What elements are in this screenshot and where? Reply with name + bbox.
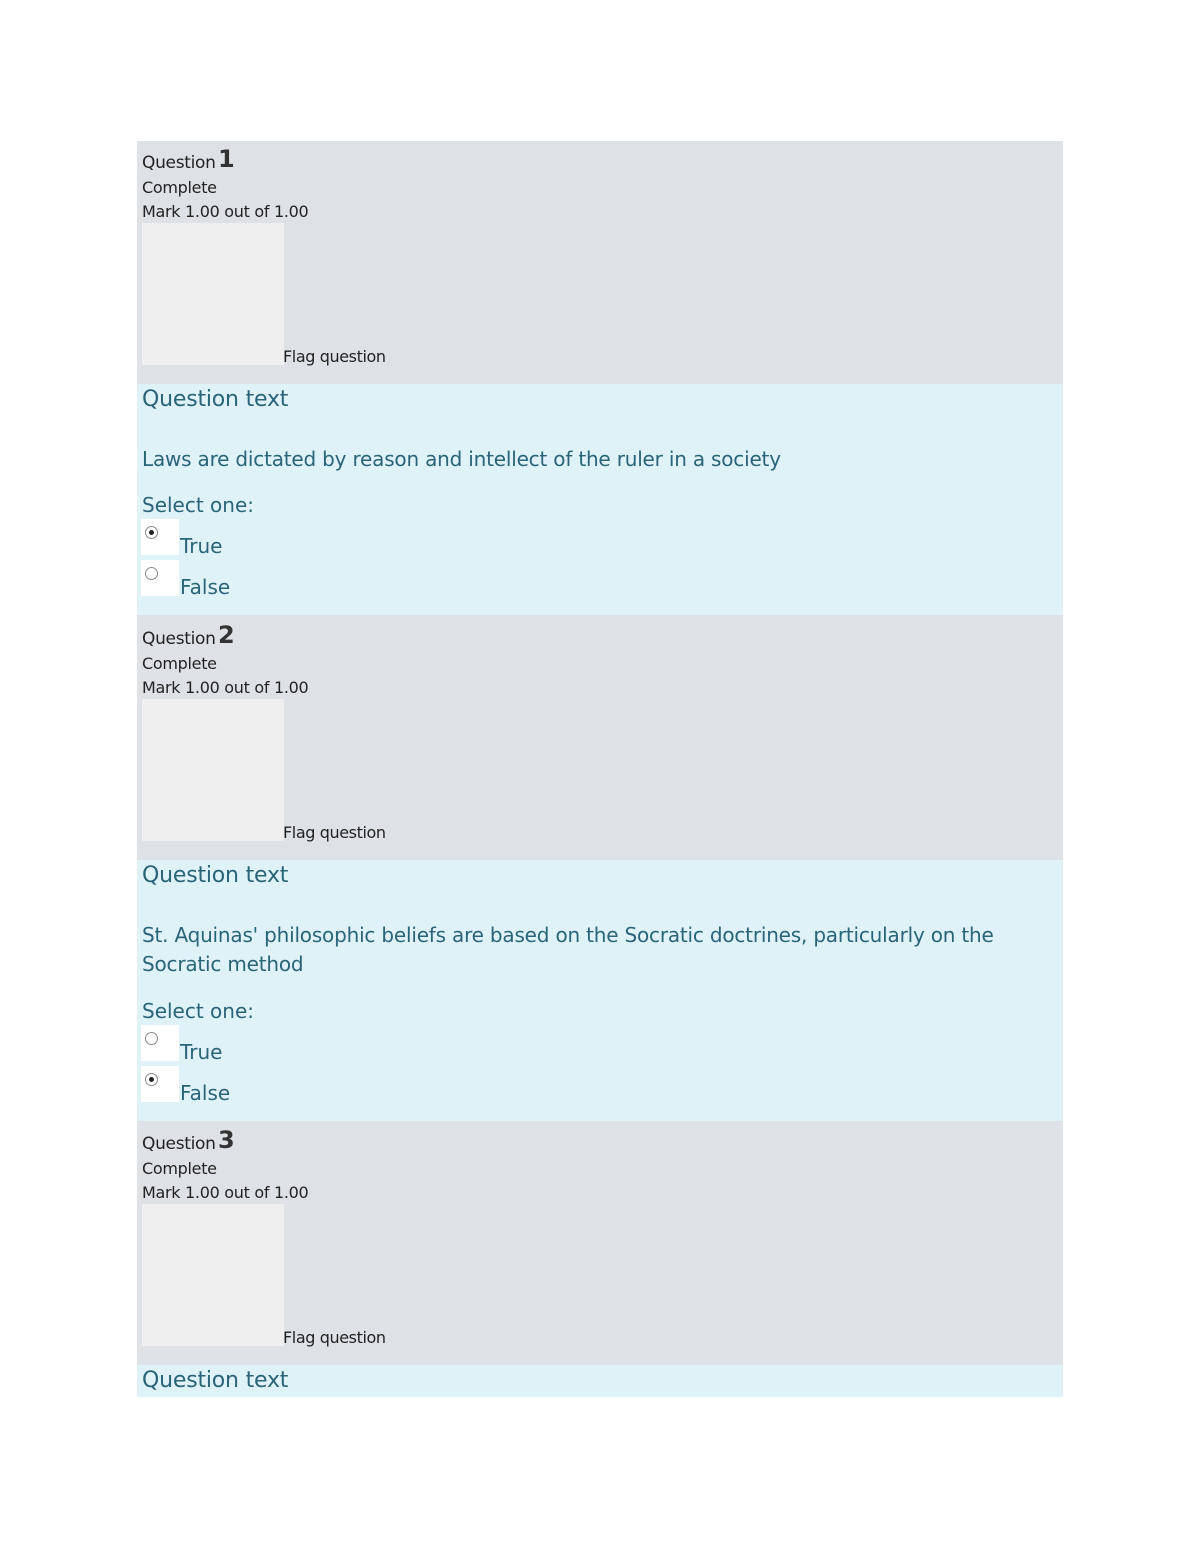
option-false-label[interactable]: False <box>180 1081 231 1105</box>
flag-question-link[interactable]: Flag question <box>283 347 386 366</box>
option-true-label[interactable]: True <box>180 534 223 558</box>
question-text-heading: Question text <box>142 1368 289 1393</box>
question-3-info <box>137 1121 1063 1365</box>
question-text-heading: Question text <box>142 387 289 412</box>
question-state: Complete <box>142 1159 217 1178</box>
radio-false[interactable] <box>145 567 158 580</box>
question-number: 1 <box>218 145 235 173</box>
question-3-content <box>137 1365 1063 1397</box>
question-label: Question <box>142 629 216 649</box>
question-grade: Mark 1.00 out of 1.00 <box>142 678 309 697</box>
question-number: 2 <box>218 621 235 649</box>
question-2-content <box>137 860 1063 1121</box>
question-2-info <box>137 615 1063 860</box>
question-text-heading: Question text <box>142 863 289 888</box>
question-grade: Mark 1.00 out of 1.00 <box>142 202 309 221</box>
flag-icon[interactable] <box>142 223 284 365</box>
select-one-label: Select one: <box>142 999 255 1023</box>
option-true-box[interactable] <box>141 1025 179 1061</box>
question-label: Question <box>142 1134 216 1154</box>
flag-question-link[interactable]: Flag question <box>283 1328 386 1347</box>
question-grade: Mark 1.00 out of 1.00 <box>142 1183 309 1202</box>
select-one-label: Select one: <box>142 493 255 517</box>
option-true-label[interactable]: True <box>180 1040 223 1064</box>
option-false-label[interactable]: False <box>180 575 231 599</box>
question-state: Complete <box>142 178 217 197</box>
flag-question-link[interactable]: Flag question <box>283 823 386 842</box>
question-text: St. Aquinas' philosophic beliefs are based on the Socratic doctrines, particularly on the Socratic method <box>142 923 994 976</box>
flag-icon[interactable] <box>142 1204 284 1346</box>
question-1-content <box>137 384 1063 615</box>
option-false-box[interactable] <box>141 1066 179 1102</box>
option-false-box[interactable] <box>141 560 179 596</box>
question-label: Question <box>142 153 216 173</box>
option-true-box[interactable] <box>141 519 179 555</box>
radio-true[interactable] <box>145 1032 158 1045</box>
radio-true[interactable] <box>145 526 158 539</box>
question-number: 3 <box>218 1126 235 1154</box>
question-state: Complete <box>142 654 217 673</box>
flag-icon[interactable] <box>142 699 284 841</box>
question-1-info <box>137 141 1063 384</box>
radio-false[interactable] <box>145 1073 158 1086</box>
question-text: Laws are dictated by reason and intellect of the ruler in a society <box>142 447 781 471</box>
